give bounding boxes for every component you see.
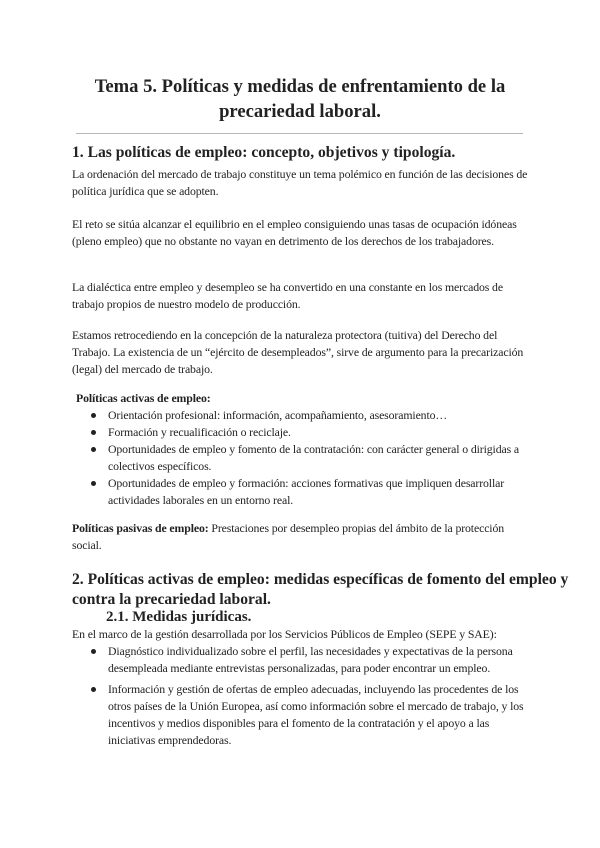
bullet-icon	[91, 687, 96, 692]
paragraph-3: La dialéctica entre empleo y desempleo se ha convertido en una constante en los mercados de trabajo propios de nuestro modelo de producción.	[72, 280, 503, 311]
active-policies-label	[76, 390, 534, 407]
list-item	[72, 643, 532, 677]
list-item-text: Diagnóstico individualizado sobre el perfil, las necesidades y expectativas de la persona desempleada mediante entrevistas personalizadas, para poder encontrar un empleo.	[108, 644, 513, 675]
section-1-heading: 1. Las políticas de empleo: concepto, objetivos y tipología.	[72, 144, 456, 161]
bullet-icon	[91, 430, 96, 435]
paragraph-4: Estamos retrocediendo en la concepción de la naturaleza protectora (tuitiva) del Derecho del Trabajo. La existencia de un “ejército de desempleados”, sirve de argumento para la precarización (legal) del mercado de trabajo.	[72, 328, 524, 376]
subsection-2-1-heading: 2.1. Medidas jurídicas.	[106, 609, 252, 625]
list-item-text: Información y gestión de ofertas de empleo adecuadas, incluyendo las procedentes de los otros países de la Unión Europea, así como información sobre el mercado de trabajo, y los incentivos y medios disponibles para el fomento de la contratación y el apoyo a las iniciativas emprendedoras.	[108, 682, 524, 747]
passive-policies-paragraph	[72, 520, 530, 554]
list-item	[72, 681, 532, 749]
paragraph-2: El reto se sitúa alcanzar el equilibrio en el empleo consiguiendo unas tasas de ocupación idóneas (pleno empleo) que no obstante no vayan en detrimento de los derechos de los trabajadores.	[72, 217, 517, 248]
horizontal-divider	[76, 133, 523, 134]
bullet-icon	[91, 447, 96, 452]
legal-measures-list	[72, 643, 532, 749]
bullet-icon	[91, 481, 96, 486]
list-item-text: Oportunidades de empleo y formación: acciones formativas que impliquen desarrollar actividades laborales en un entorno real.	[108, 476, 505, 507]
list-item-text: Orientación profesional: información, acompañamiento, asesoramiento…	[108, 408, 448, 422]
list-item-text: Oportunidades de empleo y fomento de la contratación: con carácter general o dirigidas a colectivos específicos.	[108, 442, 520, 473]
list-item	[72, 475, 532, 509]
passive-policies-text: Prestaciones por desempleo propias del ámbito de la protección social.	[72, 521, 505, 552]
section-2-intro: En el marco de la gestión desarrollada por los Servicios Públicos de Empleo (SEPE y SAE):	[72, 627, 497, 641]
active-policies-label-text: Políticas activas de empleo:	[76, 391, 211, 405]
list-item	[72, 424, 532, 441]
passive-policies-label: Políticas pasivas de empleo:	[72, 521, 209, 535]
active-policies-list	[72, 407, 532, 509]
section-2-heading: 2. Políticas activas de empleo: medidas específicas de fomento del empleo y contra la precariedad laboral.	[72, 571, 569, 608]
paragraph-1: La ordenación del mercado de trabajo constituye un tema polémico en función de las decisiones de política jurídica que se adopten.	[72, 167, 528, 198]
bullet-icon	[91, 649, 96, 654]
list-item	[72, 407, 532, 424]
list-item	[72, 441, 532, 475]
bullet-icon	[91, 413, 96, 418]
list-item-text: Formación y recualificación o reciclaje.	[108, 425, 291, 439]
document-title: Tema 5. Políticas y medidas de enfrentamiento de la precariedad laboral.	[94, 76, 506, 122]
